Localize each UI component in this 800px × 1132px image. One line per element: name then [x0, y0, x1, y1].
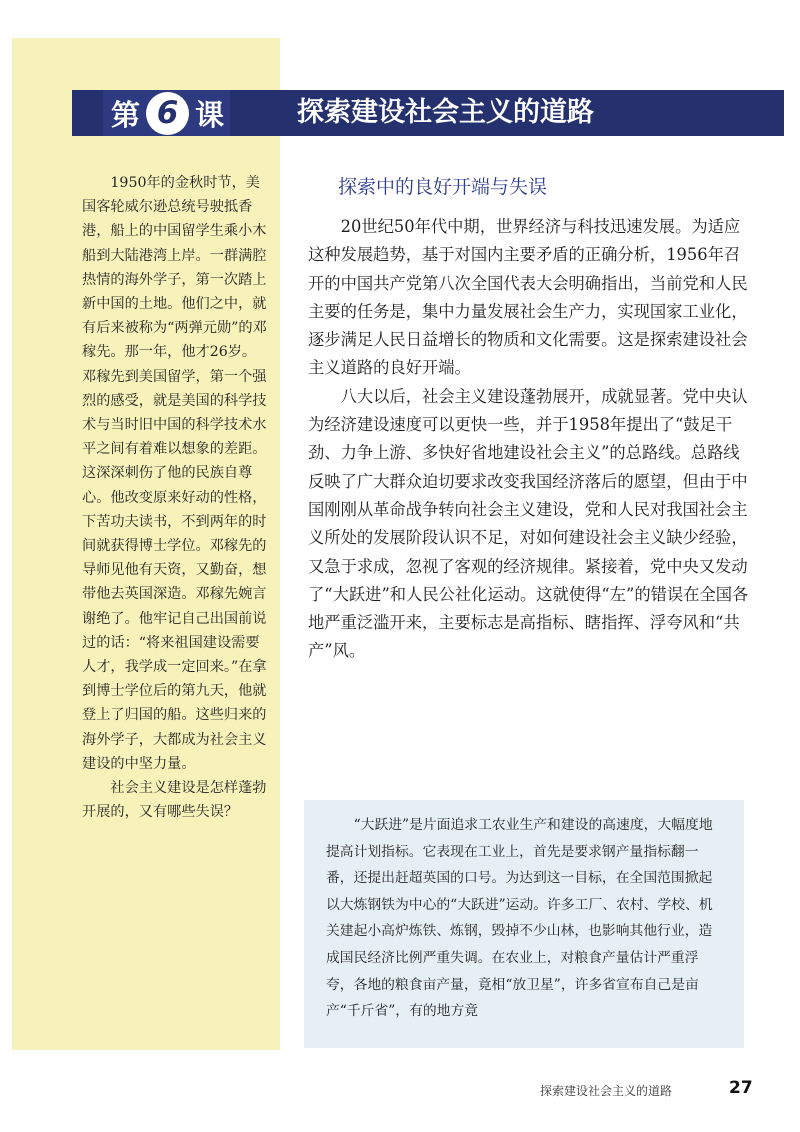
main-paragraph: 20世纪50年代中期，世界经济与科技迅速发展。为适应这种发展趋势，基于对国内主要矛盾的正确分析，1956年召开的中国共产党第八次全国代表大会明确指出，当前党和人民主要的任务是，集中力量发展社会生产力，实现国家工业化，逐步满足人民日益增长的物质和文化需要。这是探索建设社会主义道路的良好开端。: [308, 217, 748, 378]
section-subtitle: 探索中的良好开端与失误: [338, 176, 548, 198]
running-title: 探索建设社会主义的道路: [540, 1084, 673, 1098]
note-box: [304, 800, 744, 1048]
sidebar-question: 社会主义建设是怎样蓬勃开展的，又有哪些失误？: [82, 780, 267, 821]
lesson-suffix: 课: [195, 97, 225, 132]
note-text: “大跃进”是片面追求工农业生产和建设的高速度，大幅度地提高计划指标。它表现在工业上，首先是要求钢产量指标翻一番，还提出赶超英国的口号。为达到这一目标，在全国范围掀起以大炼钢铁为中心的“大跃进”运动。许多工厂、农村、学校、机关建起小高炉炼铁、炼钢，毁掉不少山林，也影响其他行业，造成国民经济比例严重失调。在农业上，对粮食产量估计严重浮夸，各地的粮食亩产量，竟相“放卫星”，许多省宣布自己是亩产“千斤省”，有的地方竟: [326, 817, 713, 1020]
main-text: [308, 213, 753, 666]
lesson-prefix: 第: [111, 97, 141, 132]
main-paragraph: 八大以后，社会主义建设蓬勃展开，成就显著。党中央认为经济建设速度可以更快一些，并于1958年提出了“鼓足干劲、力争上游、多快好省地建设社会主义”的总路线。总路线反映了广大群众迫切要求改变我国经济落后的愿望，但由于中国刚刚从革命战争转向社会主义建设，党和人民对我国社会主义所处的发展阶段认识不足，对如何建设社会主义缺少经验，又急于求成，忽视了客观的经济规律。紧接着，党中央又发动了“大跃进”和人民公社化运动。这就使得“左”的错误在全国各地严重泛滥开来，主要标志是高指标、瞎指挥、浮夸风和“共产”风。: [308, 386, 749, 661]
lesson-label: [111, 90, 224, 136]
page-title: 探索建设社会主义的道路: [297, 97, 594, 128]
page-number: 27: [729, 1078, 753, 1098]
sidebar-paragraph: 1950年的金秋时节，美国客轮威尔逊总统号驶抵香港，船上的中国留学生乘小木船到大陆港湾上岸。一群满腔热情的海外学子，第一次踏上新中国的土地。他们之中，就有后来被称为“两弹元勋”的邓稼先。那一年，他才26岁。邓稼先到美国留学，第一个强烈的感受，就是美国的科学技术与当时旧中国的科学技术水平之间有着难以想象的差距。这深深刺伤了他的民族自尊心。他改变原来好动的性格，下苦功夫读书，不到两年的时间就获得博士学位。邓稼先的导师见他有天资，又勤奋，想带他去英国深造。邓稼先婉言谢绝了。他牢记自己出国前说过的话：“将来祖国建设需要人才，我学成一定回来。”在拿到博士学位后的第九天，他就登上了归国的船。这些归来的海外学子，大都成为社会主义建设的中坚力量。: [82, 175, 267, 772]
lesson-number-badge: 6: [146, 92, 189, 135]
sidebar-story: [82, 171, 270, 824]
